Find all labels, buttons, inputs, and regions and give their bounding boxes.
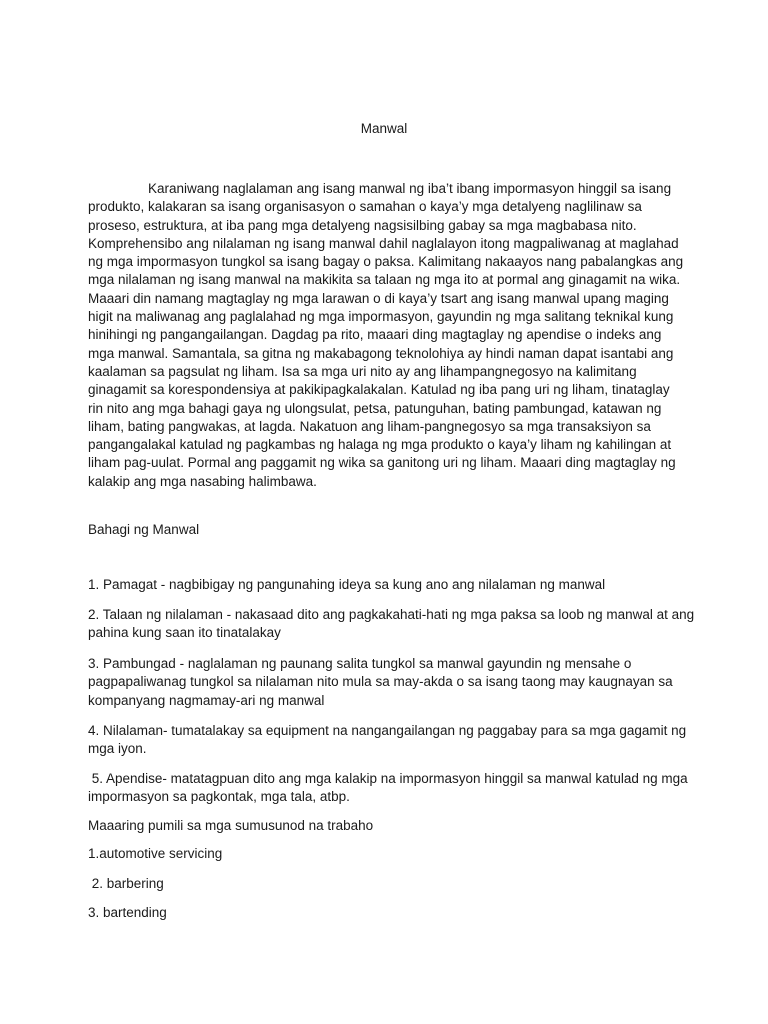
part-item-pamagat: 1. Pamagat - nagbibigay ng pangunahing ideya sa kung ano ang nilalaman ng manwal xyxy=(88,577,606,592)
job-item-automotive: 1.automotive servicing xyxy=(88,846,223,861)
intro-paragraph: Karaniwang naglalaman ang isang manwal ng iba’t ibang impormasyon hinggil sa isang produkto, kalakaran sa isang organisasyon o samahan o kaya’y mga detalyeng naglilinaw sa proseso, estruktura, at iba pang mga detalyeng nagsisilbing gabay sa mga magbabasa nito. Komprehensibo ang nilalaman ng isang manwal dahil naglalayon itong magpaliwanag at maglahad ng mga impormasyon tungkol sa isang bagay o paksa. Kalimitang nakaayos nang pabalangkas ang mga nilalaman ng isang manwal na makikita sa talaan ng mga ito at pormal ang ginagamit na wika. Maaari din namang magtaglay ng mga larawan o di kaya’y tsart ang isang manwal upang maging higit na maliwanag ang paglalahad ng mga impormasyon, gayundin ng mga salitang teknikal kung hinihingi ng pangangailangan. Dagdag pa rito, maaari ding magtaglay ng apendise o indeks ang mga manwal. Samantala, sa gitna ng makabagong teknolohiya ay hindi naman dapat isantabi ang kaalaman sa pagsulat ng liham. Isa sa mga uri nito ay ang lihampangnegosyo na kalimitang ginagamit sa korespondensiya at pakikipagkalakalan. Katulad ng iba pang uri ng liham, tinataglay rin nito ang mga bahagi gaya ng ulongsulat, petsa, patunguhan, bating pambungad, katawan ng liham, bating pangwakas, at lagda. Nakatuon ang liham-pangnegosyo sa mga transaksiyon sa pangangalakal katulad ng pagkambas ng halaga ng mga produkto o kaya’y liham ng kahilingan at liham pag-uulat. Pormal ang paggamit ng wika sa ganitong uri ng liham. Maaari ding magtaglay ng kalakip ang mga nasabing halimbawa. xyxy=(88,181,684,489)
part-item-apendise: 5. Apendise- matatagpuan dito ang mga kalakip na impormasyon hinggil sa manwal katulad ng mga impormasyon sa pagkontak, mga tala, atbp. xyxy=(88,771,692,805)
parts-heading: Bahagi ng Manwal xyxy=(88,522,200,537)
job-item-barbering: 2. barbering xyxy=(88,876,164,891)
jobs-heading: Maaaring pumili sa mga sumusunod na trabaho xyxy=(88,818,374,833)
job-item-bartending: 3. bartending xyxy=(88,905,167,920)
document-title: Manwal xyxy=(360,121,408,136)
part-item-talaan: 2. Talaan ng nilalaman - nakasaad dito ang pagkakahati-hati ng mga paksa sa loob ng manwal at ang pahina kung saan ito tinatalakay xyxy=(88,607,695,641)
part-item-nilalaman: 4. Nilalaman- tumatalakay sa equipment na nangangailangan ng paggabay para sa mga gagamit ng mga iyon. xyxy=(88,723,687,757)
part-item-pambungad: 3. Pambungad - naglalaman ng paunang salita tungkol sa manwal gayundin ng mensahe o pagpapaliwanag tungkol sa nilalaman nito mula sa may-akda o sa isang taong may kaugnayan sa kompanyang nagmamay-ari ng manwal xyxy=(88,656,673,708)
